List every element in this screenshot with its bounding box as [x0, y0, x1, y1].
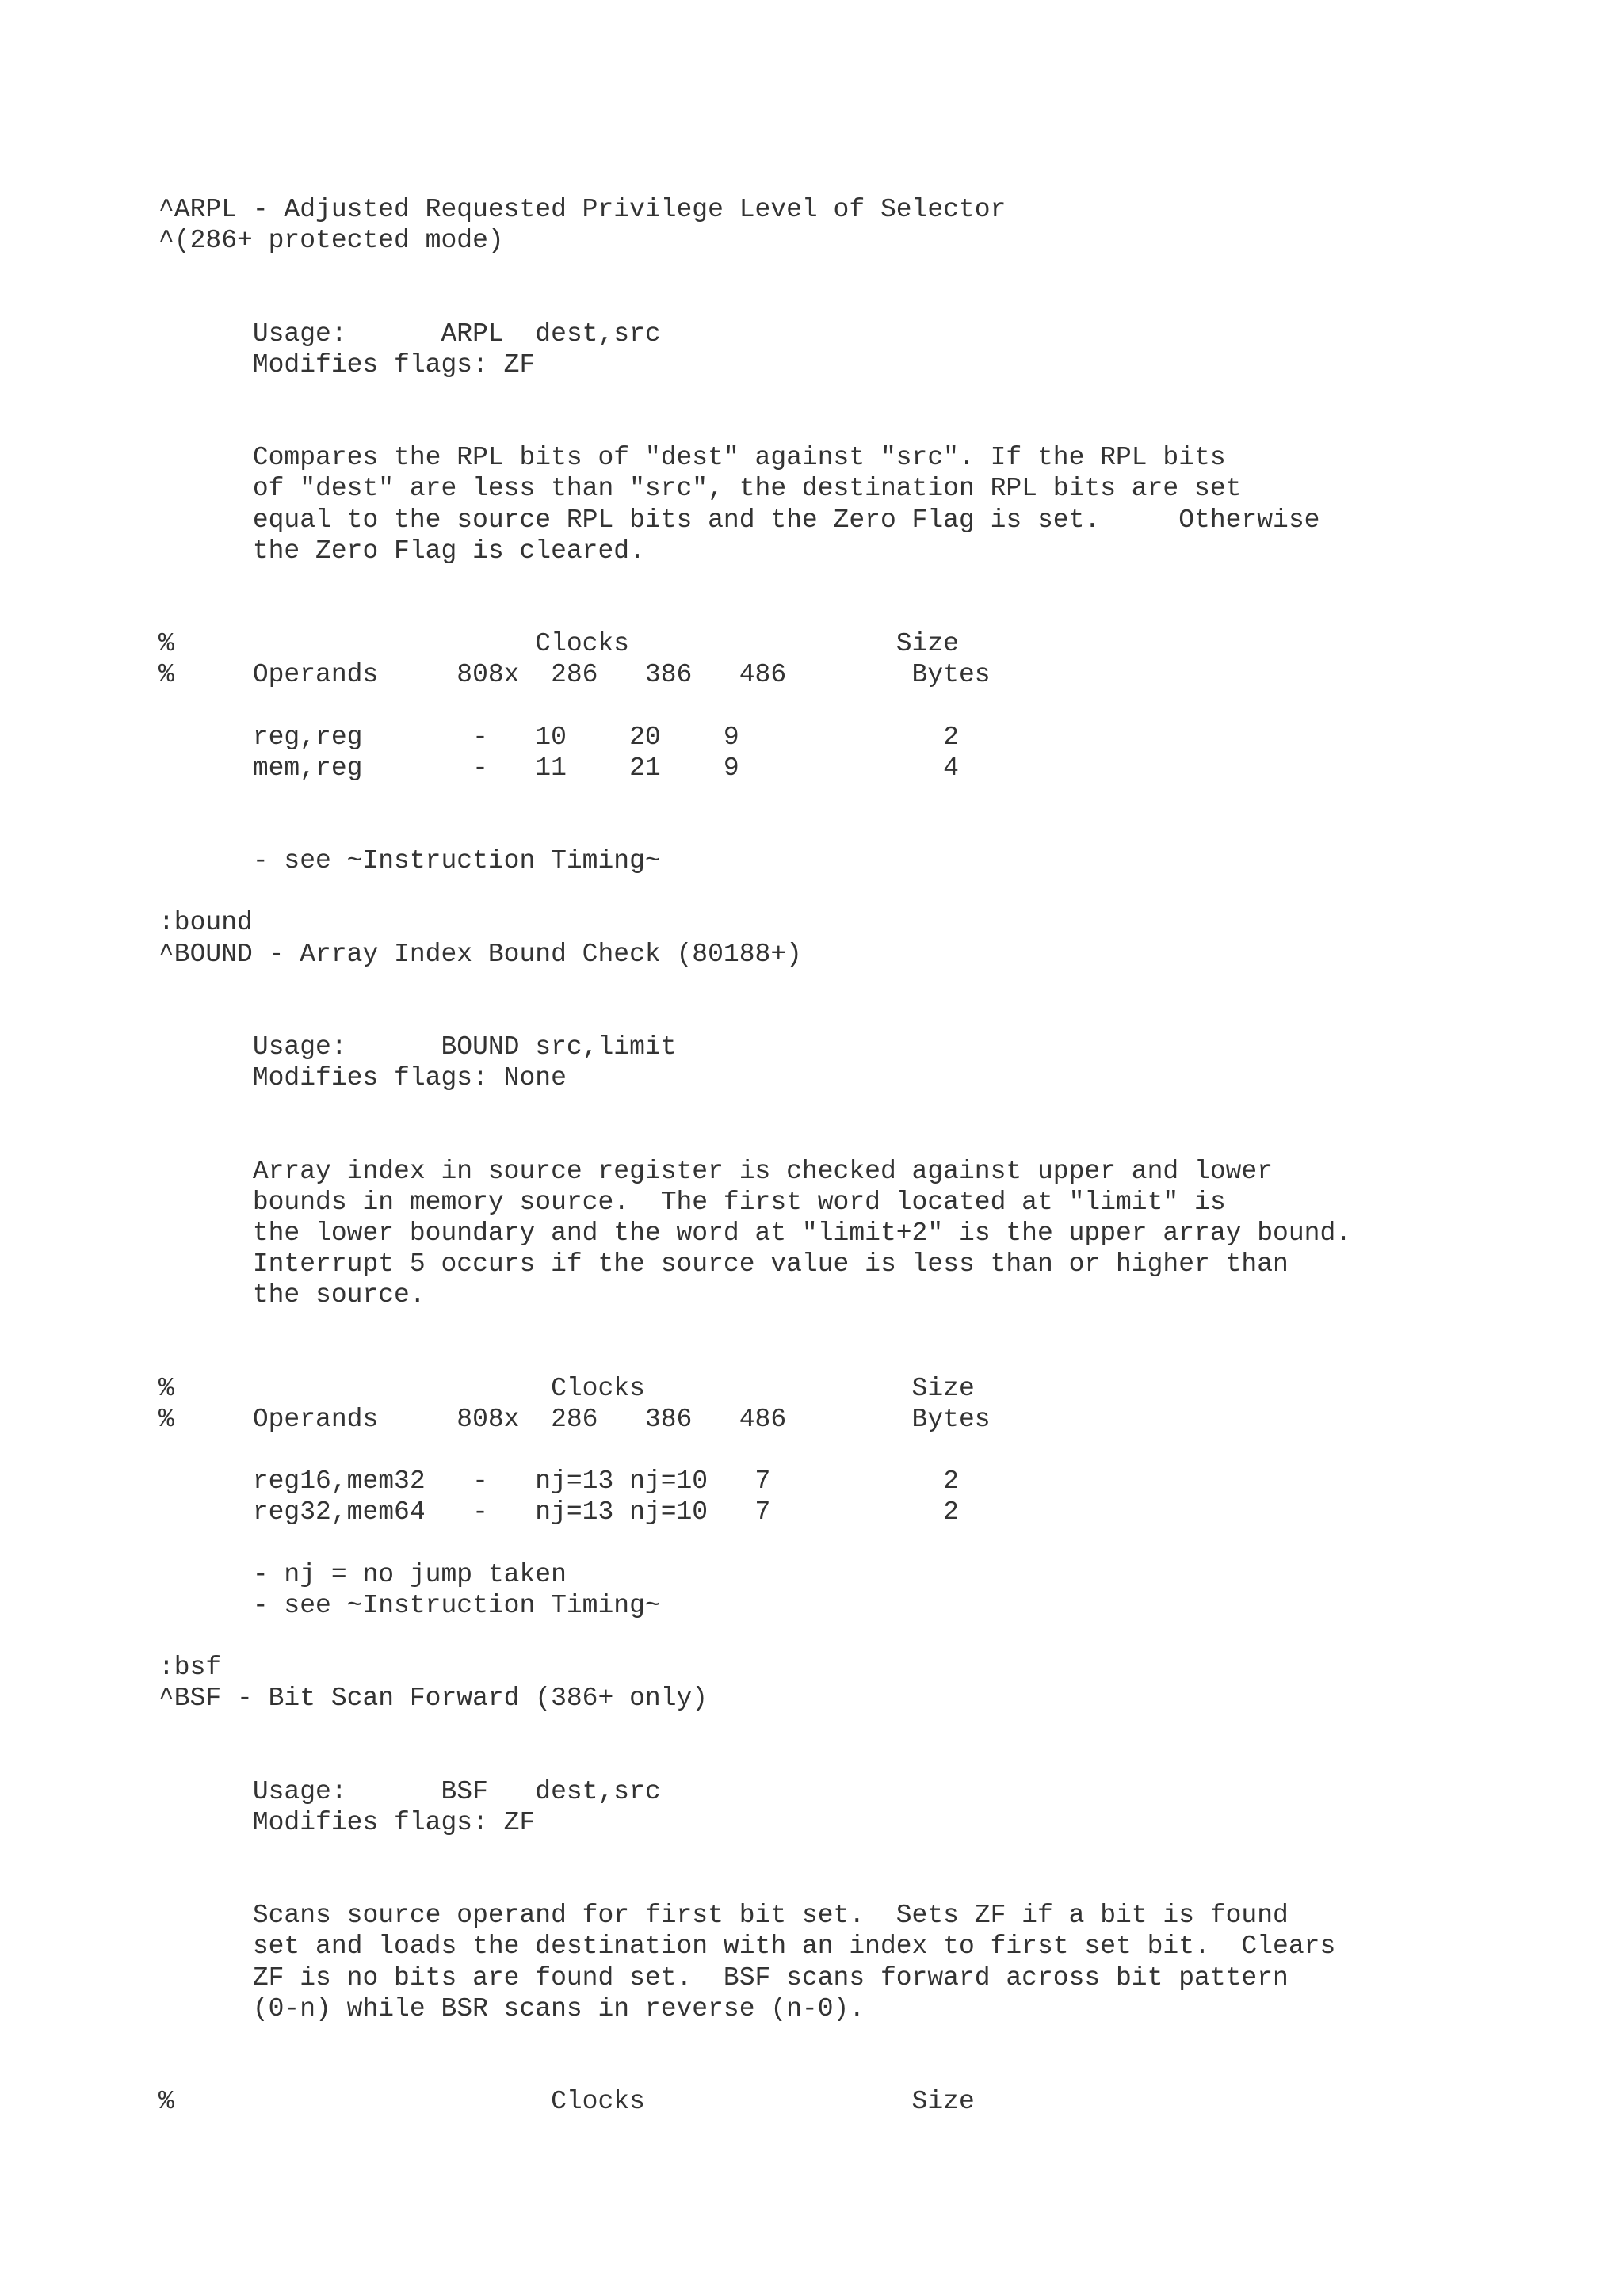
document-line: the Zero Flag is cleared.: [158, 536, 645, 566]
document-line: of "dest" are less than "src", the destination RPL bits are set: [158, 474, 1242, 504]
document-line: Usage: ARPL dest,src: [158, 318, 661, 349]
document-line: reg,reg - 10 20 9 2: [158, 722, 959, 752]
document-line: ^(286+ protected mode): [158, 226, 504, 256]
document-line: bounds in memory source. The first word located at "limit" is: [158, 1187, 1226, 1217]
document-line: Usage: BOUND src,limit: [158, 1032, 677, 1062]
document-line: :bound: [158, 908, 253, 938]
document-line: Usage: BSF dest,src: [158, 1776, 661, 1806]
document-line: the lower boundary and the word at "limit+2" is the upper array bound.: [158, 1218, 1352, 1248]
document-line: reg16,mem32 - nj=13 nj=10 7 2: [158, 1466, 959, 1497]
document-line: the source.: [158, 1280, 426, 1310]
document-line: ^BOUND - Array Index Bound Check (80188+): [158, 939, 802, 969]
document-line: equal to the source RPL bits and the Zero Flag is set. Otherwise: [158, 505, 1320, 535]
document-line: - nj = no jump taken: [158, 1559, 567, 1589]
document-line: mem,reg - 11 21 9 4: [158, 753, 959, 783]
document-line: Scans source operand for first bit set. Sets ZF if a bit is found: [158, 1901, 1289, 1931]
document-line: reg32,mem64 - nj=13 nj=10 7 2: [158, 1497, 959, 1527]
document-line: - see ~Instruction Timing~: [158, 846, 661, 876]
document-line: ZF is no bits are found set. BSF scans forward across bit pattern: [158, 1962, 1289, 1993]
document-line: ^ARPL - Adjusted Requested Privilege Level of Selector: [158, 195, 1006, 224]
document-line: % Clocks Size: [158, 629, 959, 659]
document-line: % Operands 808x 286 386 486 Bytes: [158, 1404, 991, 1434]
document-line: % Operands 808x 286 386 486 Bytes: [158, 660, 991, 690]
document-line: - see ~Instruction Timing~: [158, 1590, 661, 1620]
document-line: ^BSF - Bit Scan Forward (386+ only): [158, 1684, 708, 1714]
document-line: Modifies flags: ZF: [158, 1807, 536, 1837]
document-line: Array index in source register is checked against upper and lower: [158, 1156, 1274, 1186]
document-line: % Clocks Size: [158, 2087, 975, 2117]
document-line: Modifies flags: None: [158, 1063, 567, 1093]
document-line: set and loads the destination with an index to first set bit. Clears: [158, 1932, 1336, 1962]
document-line: % Clocks Size: [158, 1373, 975, 1403]
document-line: Compares the RPL bits of "dest" against "src". If the RPL bits: [158, 443, 1226, 473]
document-line: Interrupt 5 occurs if the source value is less than or higher than: [158, 1249, 1289, 1280]
document-line: (0-n) while BSR scans in reverse (n-0).: [158, 1993, 865, 2023]
document-line: :bsf: [158, 1653, 222, 1683]
document-line: Modifies flags: ZF: [158, 349, 536, 379]
